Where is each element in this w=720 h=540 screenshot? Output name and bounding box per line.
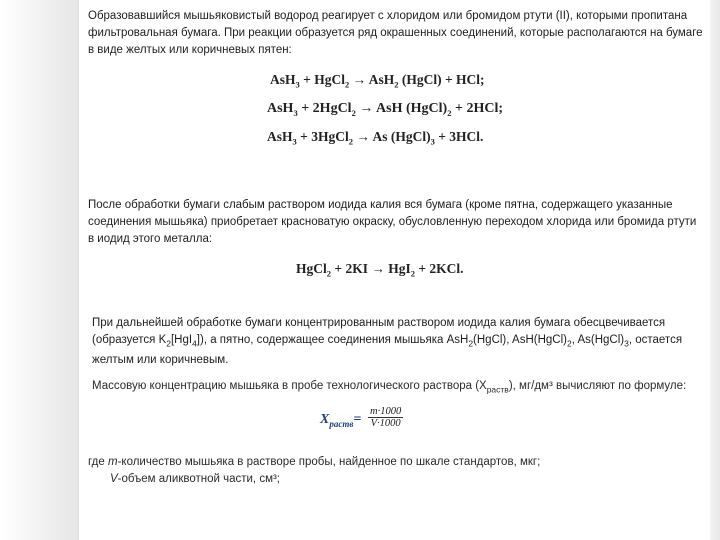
paragraph-iodide-treatment: После обработки бумаги слабым раствором иодида калия вся бумага (кроме пятна, содержащего указанные соединения мышьяка) приобретает красноватую окраску, обусловленную переходом хлорида или бромида ртути в иодид этого металла: [88,199,697,245]
paragraph-further-treatment: При дальнейшей обработке бумаги концентрированным раствором иодида калия бумага обесцвечивается (образуется $K_2[HgI_4]$), а пятно, содержащее соединения мышьяка AsH$_2$(HgCl), $AsH(HgCl)_2$, $As(HgCl)_3$, остается желтым или коричневым. [92,317,683,367]
equation-4: HgCl$_2$ + 2KI → HgI$_2$ + 2KCl. [296,261,464,279]
formula-denominator: V·1000 [370,418,401,429]
equation-1: AsH$_3$ + HgCl$_2$ → AsH$_2$ (HgCl) + HCl; [270,72,485,90]
left-margin-band [0,0,79,540]
formula-numerator: m·1000 [370,406,402,417]
right-margin-band [710,0,720,540]
formula-fraction [368,406,403,429]
definition-v: V-объем аликвотной части, см³; [110,473,281,485]
equation-3: AsH$_3$ + 3HgCl$_2$ → As $(HgCl)_3 + 3HCl$. [267,129,484,147]
formula-lhs: $X_{раств}=$ [320,412,362,429]
equation-2: AsH$_3$ + 2HgCl$_2$ → AsH $(HgCl)_2 + 2HCl$; [267,101,503,118]
paragraph-concentration: Массовую концентрацию мышьяка в пробе технологического раствора $(X_{раств})$, мг/дм³ вычисляют по формуле: [92,380,687,395]
definition-m: где m-количество мышьяка в растворе пробы, найденное по шкале стандартов, мкг; [88,456,541,468]
paragraph-intro: Образовавшийся мышьяковистый водород реагирует с хлоридом или бромидом ртути (II), которыми пропитана фильтровальная бумага. При реакции образуется ряд окрашенных соединений, которые располагаются на бумаге в виде желтых или коричневых пятен: [88,10,703,56]
